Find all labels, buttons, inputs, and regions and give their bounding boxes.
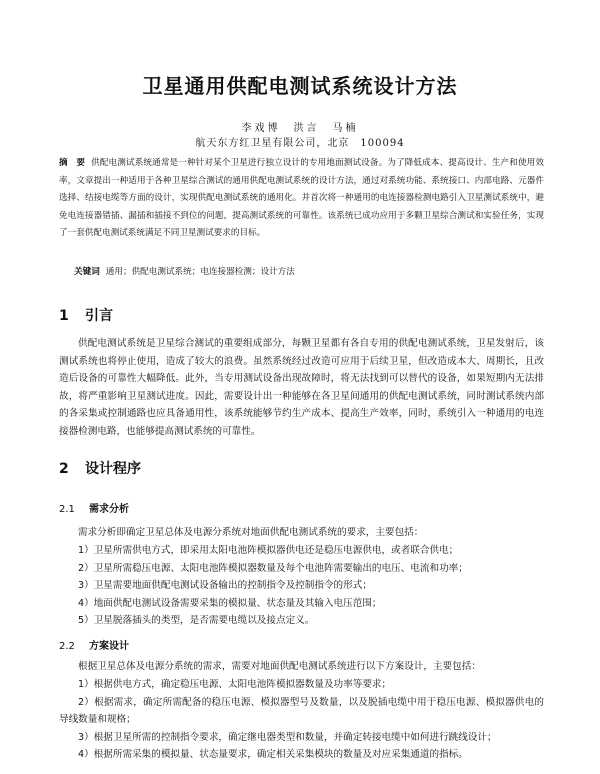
list-item: 1）根据供电方式，确定稳压电源、太阳电池阵模拟器数量及功率等要求； xyxy=(78,679,392,690)
subsection-heading-requirements xyxy=(59,500,129,515)
section-heading-introduction xyxy=(59,305,113,325)
subsection-title: 需求分析 xyxy=(89,504,129,515)
design-paragraph: 根据卫星总体及电源分系统的需求，需要对地面供配电测试系统进行以下方案设计，主要包括： xyxy=(78,661,481,672)
subsection-heading-scheme-design xyxy=(59,637,129,652)
subsection-number: 2.2 xyxy=(59,641,75,652)
requirements-paragraph: 需求分析即确定卫星总体及电源分系统对地面供配电测试系统的要求，主要包括： xyxy=(78,527,424,538)
authors: 李戏博 洪言 马楠 xyxy=(241,123,359,134)
keywords-label: 关键词 xyxy=(74,267,100,277)
affiliation: 航天东方红卫星有限公司，北京 100094 xyxy=(195,138,405,149)
section-heading-design-procedure xyxy=(59,458,141,478)
abstract-text: 供配电测试系统通常是一种针对某个卫星进行独立设计的专用地面测试设备。为了降低成本、提高设计、生产和使用效率，文章提出一种适用于各种卫星综合测试的通用供配电测试系统的设计方法，通过对系统功能、系统接口、内部电路、元器件选择、结接电缆等方面的设计，实现供配电测试系统的通用化。并首次将一种通用的电连接器检测电路引入卫星测试系统中，避免电连接器错插、漏插和插接不到位的问题，提高测试系统的可靠性。该系统已成功应用于多颗卫星综合测试和实验任务，实现了一套供配电测试系统满足不同卫星测试要求的目标。 xyxy=(59,158,544,238)
abstract xyxy=(59,155,544,243)
list-item: 3）根据卫星所需的控制指令要求，确定继电器类型和数量，并确定转接电缆中如何进行跳线设计； xyxy=(78,731,497,743)
requirements-list xyxy=(59,542,544,630)
list-item: 5）卫星脱落插头的类型，是否需要电缆以及接点定义。 xyxy=(78,615,315,627)
section-title: 设计程序 xyxy=(85,461,141,477)
abstract-label: 摘 要 xyxy=(59,158,86,168)
list-item: 4）地面供配电测试设备需要采集的模拟量、状态量及其输入电压范围； xyxy=(78,597,382,609)
list-item: 4）根据所需采集的模拟量、状态量要求，确定相关采集模块的数量及对应采集通道的指标。 xyxy=(78,749,468,761)
list-item: 3）卫星需要地面供配电测试设备输出的控制指令及控制指令的形式； xyxy=(78,580,372,592)
design-list xyxy=(59,676,544,764)
section-number: 1 xyxy=(59,308,69,324)
section-title: 引言 xyxy=(85,308,113,324)
list-item: 2）卫星所需稳压电源、太阳电池阵模拟器数量及每个电池阵需要输出的电压、电流和功率； xyxy=(78,562,468,574)
intro-paragraph: 供配电测试系统是卫星综合测试的重要组成部分，每颗卫星都有各自专用的供配电测试系统，卫星发射后，该测试系统也将停止使用，造成了较大的浪费。虽然系统经过改造可应用于后续卫星，但改造成本大、周期长，且改造后设备的可靠性大幅降低。此外，当专用测试设备出现故障时，将无法找到可以替代的设备，如果短期内无法排故，将严重影响卫星测试进度。因此，需要设计出一种能够在各卫星间通用的供配电测试系统，同时测试系统内部的各采集或控制通路也应具备通用性，该系统能够节约生产成本、提高生产效率，同时，系统引入一种通用的电连接器检测电路，也能够提高测试系统的可靠性。 xyxy=(59,338,544,437)
list-item: 2）根据需求，确定所需配备的稳压电源、模拟器型号及数量，以及脱插电缆中用于稳压电源、模拟器供电的导线数量和规格； xyxy=(59,696,544,726)
subsection-number: 2.1 xyxy=(59,504,75,515)
paper-title: 卫星通用供配电测试系统设计方法 xyxy=(142,74,458,98)
keywords-text: 通用；供配电测试系统；电连接器检测；设计方法 xyxy=(105,267,295,277)
subsection-title: 方案设计 xyxy=(89,641,129,652)
keywords xyxy=(74,265,544,277)
section-number: 2 xyxy=(59,461,69,477)
list-item: 1）卫星所需供电方式，即采用太阳电池阵模拟器供电还是稳压电源供电，或者联合供电； xyxy=(78,545,459,556)
